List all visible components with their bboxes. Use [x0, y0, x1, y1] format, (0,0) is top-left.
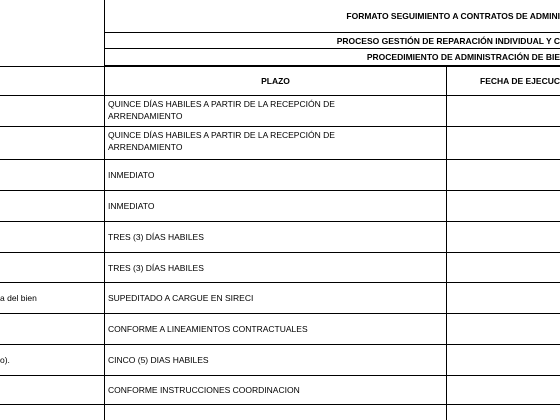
left-fragment-row-9: o). [0, 355, 10, 365]
title-line-1: FORMATO SEGUIMIENTO A CONTRATOS DE ADMINI [346, 11, 560, 21]
plazo-cell-5: TRES (3) DÍAS HABILES [108, 232, 204, 242]
column-header-fecha: FECHA DE EJECUC [480, 76, 560, 86]
row-divider-10 [0, 404, 560, 405]
title-line-2: PROCESO GESTIÓN DE REPARACIÓN INDIVIDUAL Y C [336, 35, 560, 46]
plazo-cell-4: INMEDIATO [108, 201, 155, 211]
plazo-cell-1: QUINCE DÍAS HABILES A PARTIR DE LA RECEPCIÓN DE ARRENDAMIENTO [108, 99, 335, 121]
title-line-3: PROCEDIMIENTO DE ADMINISTRACIÓN DE BIE [366, 52, 560, 62]
plazo-cell-9: CINCO (5) DIAS HABILES [108, 355, 209, 365]
plazo-cell-10: CONFORME INSTRUCCIONES COORDINACION [108, 385, 300, 395]
column-header-plazo: PLAZO [261, 76, 290, 86]
plazo-cell-2: QUINCE DÍAS HABILES A PARTIR DE LA RECEPCIÓN DE ARRENDAMIENTO [108, 130, 335, 152]
plazo-cell-6: TRES (3) DÍAS HABILES [108, 262, 204, 273]
plazo-cell-3: INMEDIATO [108, 170, 155, 180]
left-fragment-row-7: a del bien [0, 293, 37, 303]
col-divider-2 [446, 66, 447, 420]
plazo-cell-8: CONFORME A LINEAMIENTOS CONTRACTUALES [108, 324, 308, 334]
plazo-cell-7: SUPEDITADO A CARGUE EN SIRECI [108, 293, 254, 303]
